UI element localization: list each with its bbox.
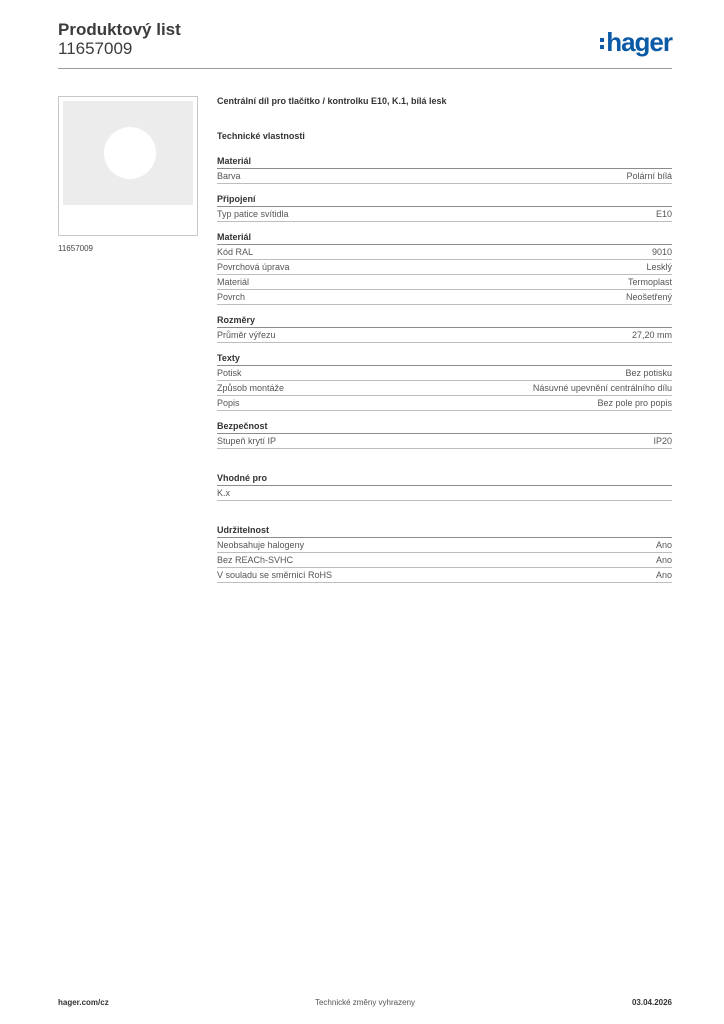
property-label: Popis — [217, 398, 240, 408]
property-row — [217, 553, 672, 568]
property-row — [217, 207, 672, 222]
property-row — [217, 381, 672, 396]
property-section — [217, 525, 672, 583]
property-section — [217, 156, 672, 184]
property-label: Průměr výřezu — [217, 330, 276, 340]
property-label: Barva — [217, 171, 241, 181]
property-row — [217, 366, 672, 381]
property-label: Neobsahuje halogeny — [217, 540, 305, 550]
property-value: IP20 — [653, 436, 672, 446]
property-row — [217, 486, 672, 501]
property-value: Bez pole pro popis — [597, 398, 672, 408]
property-label: Povrchová úprava — [217, 262, 290, 272]
property-section — [217, 194, 672, 222]
property-label: Způsob montáže — [217, 383, 285, 393]
logo-dots-icon — [600, 38, 604, 49]
property-row — [217, 434, 672, 449]
product-image-caption: 11657009 — [58, 244, 93, 253]
property-value: Termoplast — [627, 277, 672, 287]
property-section — [217, 473, 672, 501]
property-value: Polární bílá — [626, 171, 672, 181]
section-title: Bezpečnost — [217, 421, 672, 434]
property-value: E10 — [655, 209, 672, 219]
property-label: Stupeň krytí IP — [217, 436, 277, 446]
product-details — [217, 96, 672, 593]
property-value: Neošetřený — [625, 292, 672, 302]
section-title: Vhodné pro — [217, 473, 672, 486]
property-value: Bez potisku — [625, 368, 672, 378]
page-header — [58, 20, 672, 70]
product-plate — [63, 101, 193, 205]
property-label: K.x — [217, 488, 231, 498]
hager-logo — [600, 29, 672, 55]
section-title: Materiál — [217, 156, 672, 169]
property-row — [217, 568, 672, 583]
property-row — [217, 290, 672, 305]
property-label: Povrch — [217, 292, 246, 302]
section-title: Připojení — [217, 194, 672, 207]
footer-website: hager.com/cz — [58, 998, 109, 1007]
property-value: Ano — [655, 555, 672, 565]
property-row — [217, 245, 672, 260]
property-section — [217, 315, 672, 343]
property-row — [217, 538, 672, 553]
property-section — [217, 232, 672, 305]
document-number: 11657009 — [58, 39, 133, 58]
property-section — [217, 421, 672, 449]
property-row — [217, 275, 672, 290]
property-row — [217, 328, 672, 343]
property-value: Ano — [655, 570, 672, 580]
property-row — [217, 169, 672, 184]
property-label: Kód RAL — [217, 247, 254, 257]
document-title: Produktový list — [58, 20, 181, 39]
property-sections — [217, 156, 672, 583]
product-name: Centrální díl pro tlačítko / kontrolku E10, K.1, bílá lesk — [217, 96, 447, 106]
header-divider — [58, 68, 672, 69]
property-value: Násuvné upevnění centrálního dílu — [532, 383, 672, 393]
section-title: Rozměry — [217, 315, 672, 328]
property-section — [217, 353, 672, 411]
product-center-hole — [104, 127, 156, 179]
section-title: Udržitelnost — [217, 525, 672, 538]
property-label: V souladu se směrnicí RoHS — [217, 570, 333, 580]
property-row — [217, 396, 672, 411]
section-title: Materiál — [217, 232, 672, 245]
property-value: 9010 — [651, 247, 672, 257]
footer-notice: Technické změny vyhrazeny — [314, 998, 416, 1007]
property-label: Typ patice svítidla — [217, 209, 289, 219]
property-label: Materiál — [217, 277, 250, 287]
footer-date: 03.04.2026 — [631, 998, 672, 1007]
technical-properties-title: Technické vlastnosti — [217, 131, 305, 141]
property-value: Lesklý — [646, 262, 672, 272]
property-value: 27,20 mm — [631, 330, 672, 340]
section-title: Texty — [217, 353, 672, 366]
property-label: Potisk — [217, 368, 242, 378]
logo-text: hager — [606, 27, 672, 57]
property-label: Bez REACh-SVHC — [217, 555, 294, 565]
property-row — [217, 260, 672, 275]
product-image — [58, 96, 198, 236]
property-value: Ano — [655, 540, 672, 550]
